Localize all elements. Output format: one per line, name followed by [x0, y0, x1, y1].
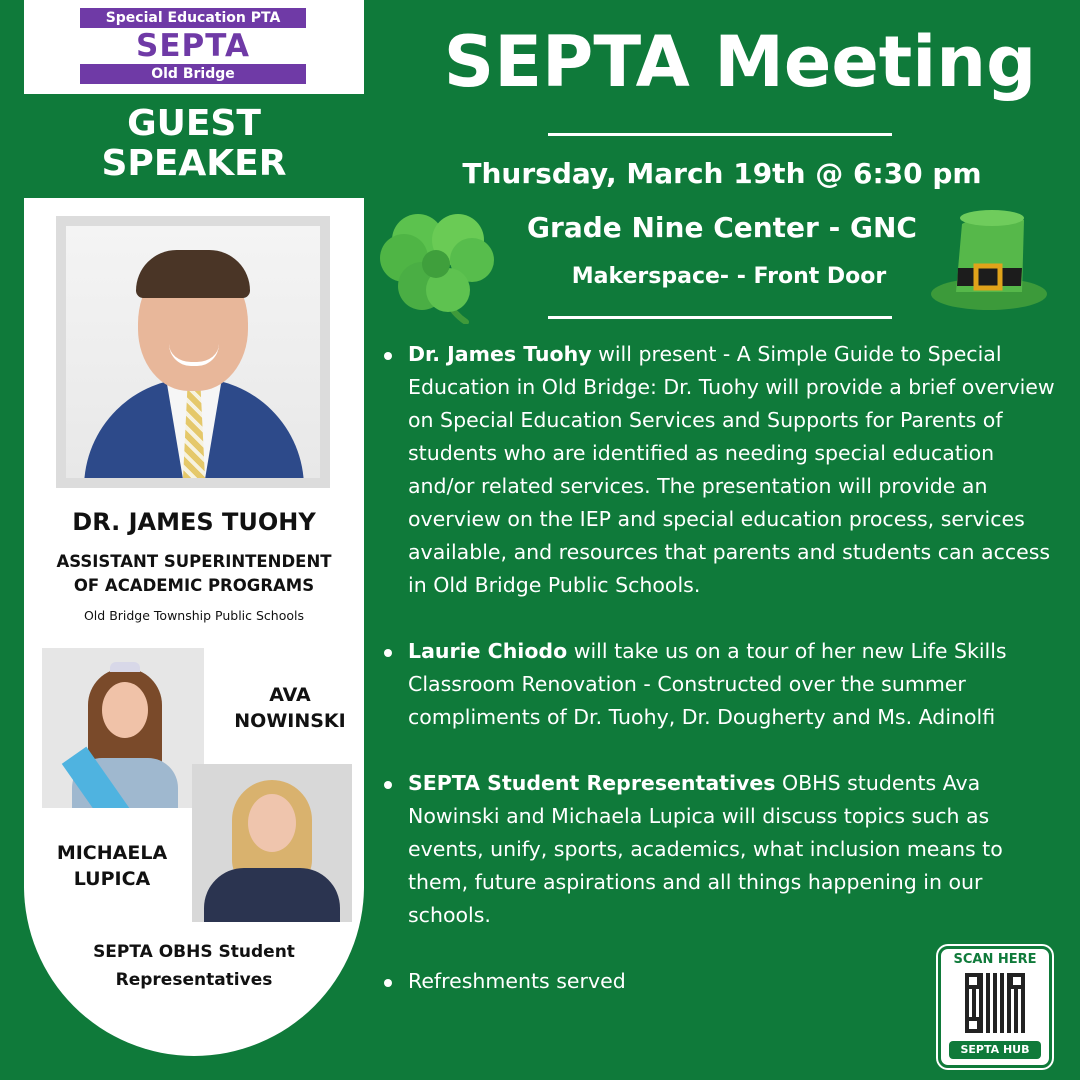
- bullet-text: OBHS students Ava Nowinski and Michaela Lupica will discuss topics such as events, unify, sports, academics, what inclusion means to them, future aspirations and all things happening in our schools.: [408, 771, 1003, 927]
- logo-main-text: SEPTA: [136, 28, 250, 64]
- bullet-text: Refreshments served: [408, 969, 626, 993]
- qr-scan-label: SCAN HERE: [953, 952, 1037, 967]
- list-item: [384, 767, 1056, 932]
- shamrock-icon: [374, 206, 496, 324]
- qr-code-icon[interactable]: [965, 973, 1025, 1033]
- event-room: Makerspace- - Front Door: [571, 264, 887, 289]
- leprechaun-hat-icon: [928, 206, 1050, 312]
- divider-top: [548, 133, 892, 136]
- qr-card[interactable]: [938, 946, 1052, 1068]
- bullet-highlight: Dr. James Tuohy: [408, 342, 592, 366]
- ava-name: [220, 682, 360, 734]
- speaker-name: DR. JAMES TUOHY: [72, 508, 316, 536]
- speaker-photo: [56, 216, 330, 488]
- speaker-panel: [24, 0, 364, 1056]
- ava-name-line1: AVA: [269, 684, 311, 706]
- ava-photo: [42, 648, 204, 808]
- list-item: [384, 338, 1056, 602]
- guest-speaker-heading: [24, 94, 364, 198]
- speaker-title-line2: OF ACADEMIC PROGRAMS: [73, 576, 315, 595]
- michaela-name: [42, 840, 182, 892]
- guest-line1: GUEST: [127, 103, 261, 144]
- student-rep-caption-line1: SEPTA OBHS Student: [93, 942, 295, 962]
- michaela-photo: [192, 764, 352, 922]
- septa-logo: [80, 8, 306, 84]
- speaker-organization: Old Bridge Township Public Schools: [83, 608, 305, 623]
- divider-bottom: [548, 316, 892, 319]
- bullet-text: will take us on a tour of her new Life Skills Classroom Renovation - Constructed over the summer compliments of Dr. Tuohy, Dr. Dougherty and Ms. Adinolfi: [408, 639, 1007, 729]
- agenda-list: [384, 338, 1056, 998]
- bullet-highlight: Laurie Chiodo: [408, 639, 568, 663]
- meeting-title: SEPTA Meeting: [443, 21, 1037, 103]
- student-rep-caption: [24, 938, 364, 994]
- bullet-text: will present - A Simple Guide to Special Education in Old Bridge: Dr. Tuohy will provide a brief overview on Special Education Services and Supports for Parents of students who are identified as needing special education and/or related services. The presentation will provide an overview on the IEP and special education process, services available, and resources that parents and students can access in Old Bridge Public Schools.: [408, 342, 1055, 597]
- logo-bottom-bar: Old Bridge: [80, 64, 306, 84]
- bullet-highlight: SEPTA Student Representatives: [408, 771, 776, 795]
- event-date: Thursday, March 19th @ 6:30 pm: [462, 157, 982, 190]
- logo-top-bar: Special Education PTA: [80, 8, 306, 28]
- speaker-title: [24, 550, 364, 598]
- ava-name-line2: NOWINSKI: [234, 710, 346, 732]
- event-venue: Grade Nine Center - GNC: [527, 211, 917, 244]
- michaela-name-line2: LUPICA: [73, 868, 151, 890]
- guest-line2: SPEAKER: [101, 143, 287, 184]
- student-rep-caption-line2: Representatives: [115, 970, 273, 990]
- speaker-title-line1: ASSISTANT SUPERINTENDENT: [56, 552, 332, 571]
- qr-hub-label: SEPTA HUB: [949, 1041, 1041, 1059]
- list-item: [384, 635, 1056, 734]
- michaela-name-line1: MICHAELA: [56, 842, 168, 864]
